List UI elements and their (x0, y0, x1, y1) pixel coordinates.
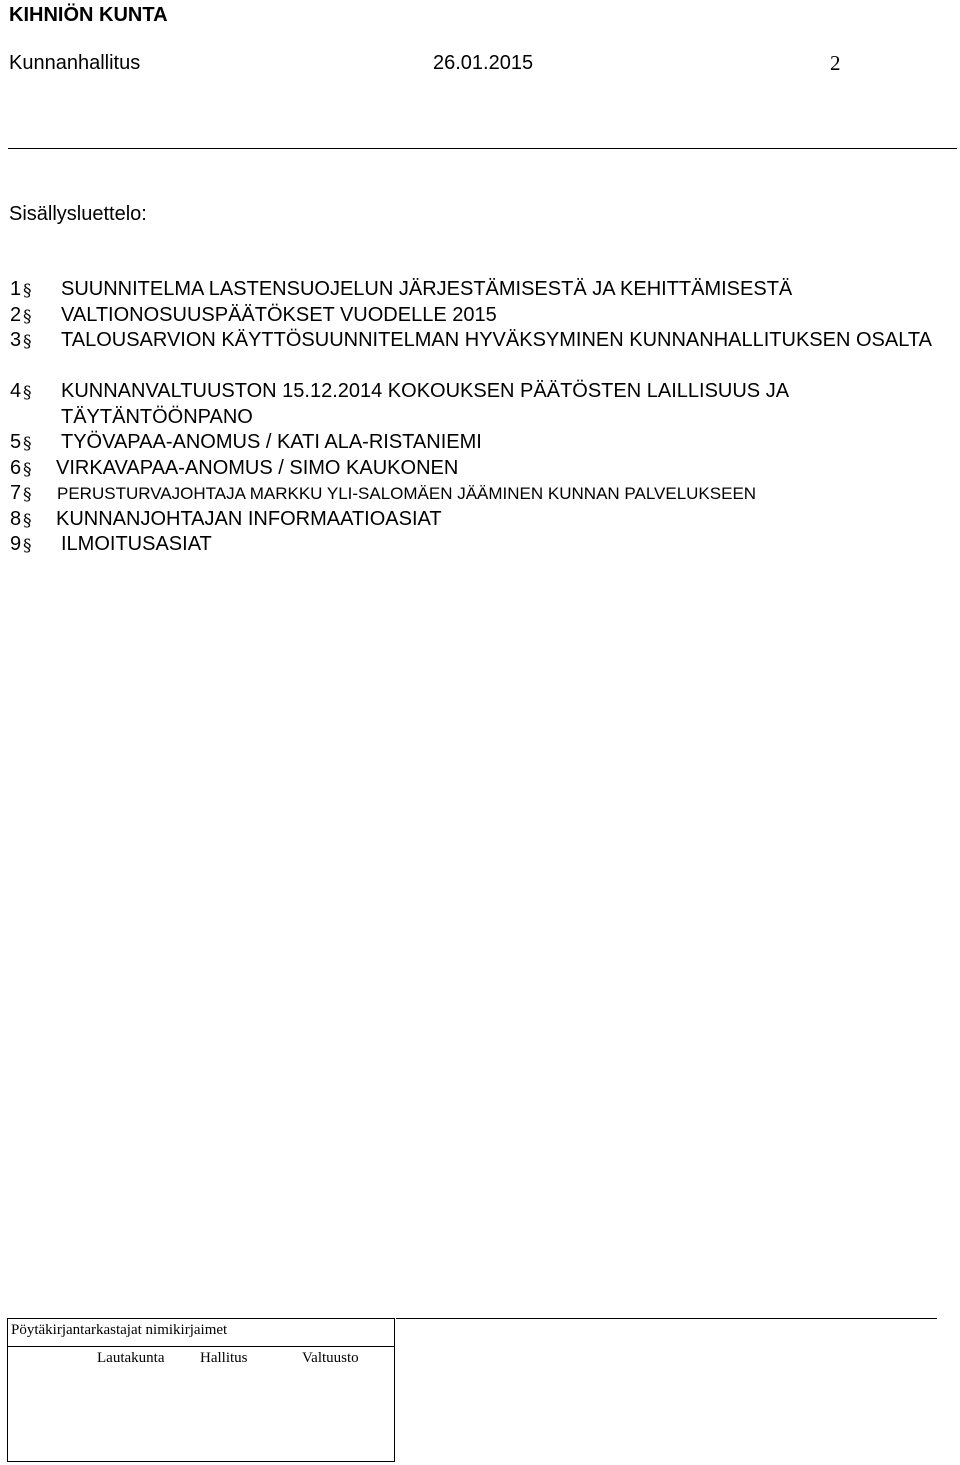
toc-item-number: 1 (10, 278, 22, 300)
toc-item (0, 277, 960, 303)
toc-item-number: 9 (10, 533, 22, 555)
toc-item-title: VALTIONOSUUSPÄÄTÖKSET VUODELLE 2015 (61, 303, 497, 326)
initials-caption: Pöytäkirjantarkastajat nimikirjaimet (11, 1322, 228, 1338)
header-divider (8, 148, 957, 149)
section-symbol-icon: § (23, 281, 32, 301)
toc-item-number: 5 (10, 431, 22, 453)
toc-item-title: KUNNANVALTUUSTON 15.12.2014 KOKOUKSEN PÄÄTÖSTEN LAILLISUUS JA TÄYTÄNTÖÖNPANO (61, 380, 788, 428)
toc-item-number: 3 (10, 329, 22, 351)
section-symbol-icon: § (23, 434, 32, 454)
toc-item (0, 379, 960, 430)
toc-item-number: 2 (10, 303, 22, 326)
section-symbol-icon: § (23, 306, 32, 327)
page-number: 2 (830, 51, 841, 75)
initials-table-row-divider (8, 1346, 394, 1347)
section-symbol-icon: § (23, 383, 32, 403)
footer-divider (396, 1318, 937, 1319)
toc-item (0, 532, 960, 558)
initials-column-hallitus: Hallitus (200, 1350, 248, 1366)
toc-item-title: KUNNANJOHTAJAN INFORMAATIOASIAT (56, 507, 442, 530)
meeting-date: 26.01.2015 (433, 52, 534, 74)
toc-item-title: SUUNNITELMA LASTENSUOJELUN JÄRJESTÄMISESTÄ JA KEHITTÄMISESTÄ (61, 278, 793, 300)
toc-item-title: PERUSTURVAJOHTAJA MARKKU YLI-SALOMÄEN JÄÄMINEN KUNNAN PALVELUKSEEN (57, 484, 757, 503)
toc-item (0, 303, 960, 329)
toc-item (0, 507, 960, 533)
initials-table (7, 1318, 395, 1462)
toc-item-title: TYÖVAPAA-ANOMUS / KATI ALA-RISTANIEMI (61, 431, 482, 453)
toc-item-number: 4 (10, 380, 22, 402)
initials-column-valtuusto: Valtuusto (302, 1350, 359, 1366)
toc-item-number: 8 (10, 507, 22, 530)
section-symbol-icon: § (23, 510, 32, 531)
section-symbol-icon: § (23, 459, 32, 480)
toc-item-number: 7 (10, 482, 22, 504)
toc-heading: Sisällysluettelo: (9, 203, 147, 225)
organization-name: KIHNIÖN KUNTA (9, 4, 168, 26)
toc-item-title: VIRKAVAPAA-ANOMUS / SIMO KAUKONEN (56, 456, 459, 479)
section-symbol-icon: § (23, 332, 32, 352)
initials-column-lautakunta: Lautakunta (97, 1350, 165, 1366)
toc-item-title: ILMOITUSASIAT (61, 533, 212, 555)
toc-item (0, 481, 960, 507)
section-symbol-icon: § (23, 485, 32, 505)
toc-item (0, 456, 960, 482)
toc-item-title: TALOUSARVION KÄYTTÖSUUNNITELMAN HYVÄKSYMINEN KUNNANHALLITUKSEN OSALTA (61, 329, 932, 351)
section-symbol-icon: § (23, 536, 32, 556)
toc-item (0, 328, 960, 379)
toc-item-number: 6 (10, 456, 22, 479)
toc-item (0, 430, 960, 456)
governing-body-name: Kunnanhallitus (9, 52, 141, 74)
toc-list (0, 277, 960, 558)
